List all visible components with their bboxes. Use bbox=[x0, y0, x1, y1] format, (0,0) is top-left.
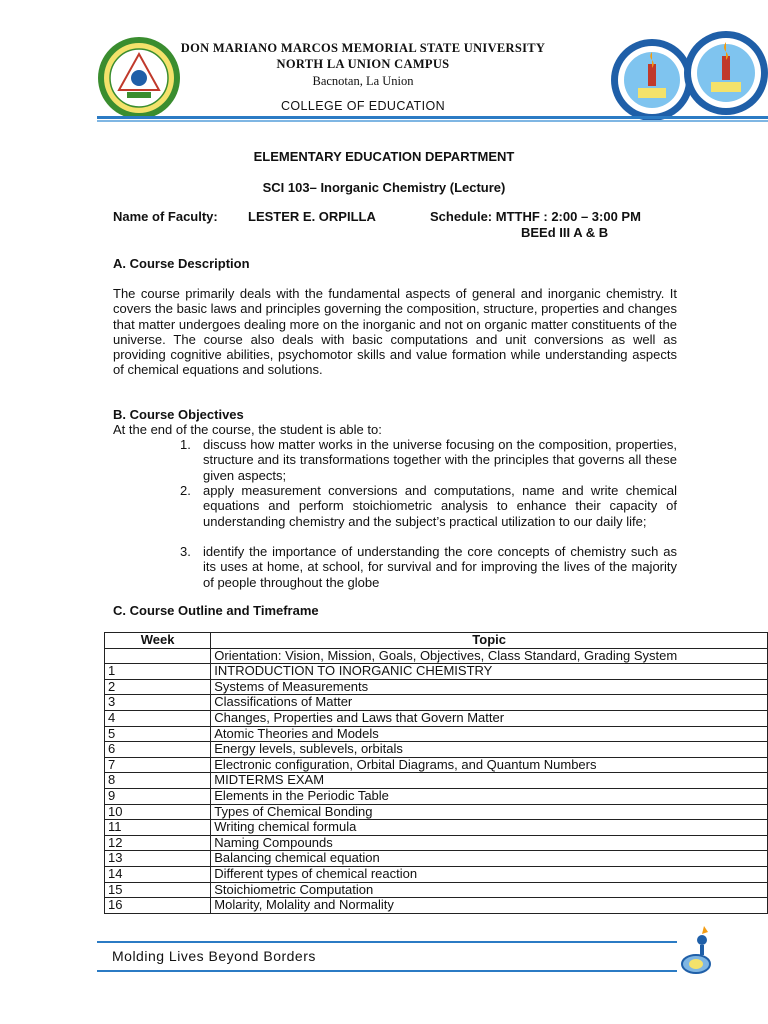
course-title: SCI 103– Inorganic Chemistry (Lecture) bbox=[262, 180, 506, 195]
campus-location: Bacnotan, La Union bbox=[312, 74, 414, 88]
faculty-label: Name of Faculty: bbox=[113, 209, 218, 224]
table-row bbox=[105, 788, 768, 804]
week-cell: 1 bbox=[105, 664, 211, 680]
table-row bbox=[105, 773, 768, 789]
class-section: BEEd III A & B bbox=[521, 225, 609, 240]
college-seal-logo bbox=[610, 38, 694, 122]
education-seal-logo bbox=[684, 28, 768, 118]
table-row bbox=[105, 804, 768, 820]
course-outline-table bbox=[104, 632, 768, 914]
table-row bbox=[105, 742, 768, 758]
table-row bbox=[105, 866, 768, 882]
topic-cell: Naming Compounds bbox=[211, 835, 768, 851]
college-name: COLLEGE OF EDUCATION bbox=[280, 99, 446, 113]
column-header-week: Week bbox=[105, 633, 211, 649]
week-cell: 15 bbox=[105, 882, 211, 898]
course-objectives-intro: At the end of the course, the student is able to: bbox=[113, 422, 382, 437]
table-row bbox=[105, 726, 768, 742]
footer-rule bbox=[97, 941, 677, 943]
course-description-text: The course primarily deals with the fundamental aspects of general and inorganic chemistry. It covers the basic laws and principles governing the composition, structure, properties and changes that matter undergoes dealing more on the inorganic and not on organic matter constituents of the universe. The course also deals with basic computations and unit conversions as well as providing cognitive abilities, psychomotor skills and value formation while understanding aspects of chemical equations and solutions. bbox=[113, 286, 677, 378]
header-rule-light bbox=[97, 120, 768, 122]
footer-emblem-icon bbox=[678, 922, 714, 976]
week-cell: 14 bbox=[105, 866, 211, 882]
week-cell: 7 bbox=[105, 757, 211, 773]
topic-cell: Molarity, Molality and Normality bbox=[211, 898, 768, 914]
week-cell: 11 bbox=[105, 820, 211, 836]
objective-item bbox=[180, 437, 677, 483]
table-row bbox=[105, 648, 768, 664]
table-row bbox=[105, 695, 768, 711]
course-outline-heading: C. Course Outline and Timeframe bbox=[113, 603, 319, 618]
topic-cell: Types of Chemical Bonding bbox=[211, 804, 768, 820]
footer-tagline: Molding Lives Beyond Borders bbox=[112, 948, 316, 964]
week-cell: 10 bbox=[105, 804, 211, 820]
table-row bbox=[105, 851, 768, 867]
objective-item bbox=[180, 483, 677, 544]
week-cell bbox=[105, 648, 211, 664]
course-description-heading: A. Course Description bbox=[113, 256, 250, 271]
objective-text: identify the importance of understanding the core concepts of chemistry such as its uses at home, at school, for survival and for improving the lives of the majority of people throughout the globe bbox=[203, 544, 677, 590]
topic-cell: Atomic Theories and Models bbox=[211, 726, 768, 742]
campus-name: NORTH LA UNION CAMPUS bbox=[276, 57, 450, 71]
objective-number: 2. bbox=[180, 483, 191, 498]
topic-cell: Different types of chemical reaction bbox=[211, 866, 768, 882]
week-cell: 16 bbox=[105, 898, 211, 914]
topic-cell: Balancing chemical equation bbox=[211, 851, 768, 867]
week-cell: 13 bbox=[105, 851, 211, 867]
week-cell: 3 bbox=[105, 695, 211, 711]
objective-number: 3. bbox=[180, 544, 191, 559]
header-rule bbox=[97, 116, 768, 119]
topic-cell: INTRODUCTION TO INORGANIC CHEMISTRY bbox=[211, 664, 768, 680]
footer-rule-bottom bbox=[97, 970, 677, 972]
objective-number: 1. bbox=[180, 437, 191, 452]
week-cell: 2 bbox=[105, 679, 211, 695]
table-row bbox=[105, 882, 768, 898]
week-cell: 12 bbox=[105, 835, 211, 851]
table-row bbox=[105, 664, 768, 680]
schedule: Schedule: MTTHF : 2:00 – 3:00 PM bbox=[430, 209, 641, 224]
topic-cell: MIDTERMS EXAM bbox=[211, 773, 768, 789]
topic-cell: Changes, Properties and Laws that Govern Matter bbox=[211, 710, 768, 726]
week-cell: 4 bbox=[105, 710, 211, 726]
department-title: ELEMENTARY EDUCATION DEPARTMENT bbox=[253, 149, 515, 164]
table-row bbox=[105, 835, 768, 851]
topic-cell: Stoichiometric Computation bbox=[211, 882, 768, 898]
column-header-topic: Topic bbox=[211, 633, 768, 649]
table-header-row bbox=[105, 633, 768, 649]
topic-cell: Energy levels, sublevels, orbitals bbox=[211, 742, 768, 758]
week-cell: 9 bbox=[105, 788, 211, 804]
topic-cell: Electronic configuration, Orbital Diagrams, and Quantum Numbers bbox=[211, 757, 768, 773]
table-row bbox=[105, 757, 768, 773]
objective-item bbox=[180, 544, 677, 590]
table-row bbox=[105, 898, 768, 914]
university-name: DON MARIANO MARCOS MEMORIAL STATE UNIVERSITY bbox=[180, 41, 546, 55]
faculty-name: LESTER E. ORPILLA bbox=[248, 209, 376, 224]
table-row bbox=[105, 710, 768, 726]
week-cell: 6 bbox=[105, 742, 211, 758]
objective-text: discuss how matter works in the universe focusing on the composition, properties, structure and its transformations together with the principles that governs all these given aspects; bbox=[203, 437, 677, 483]
objective-text: apply measurement conversions and computations, name and write chemical equations and perform stoichiometric analysis to enhance their capacity of understanding chemistry and the subject’s practical utilization to our daily life; bbox=[203, 483, 677, 529]
table-row bbox=[105, 679, 768, 695]
table-row bbox=[105, 820, 768, 836]
week-cell: 5 bbox=[105, 726, 211, 742]
week-cell: 8 bbox=[105, 773, 211, 789]
course-objectives-heading: B. Course Objectives bbox=[113, 407, 244, 422]
topic-cell: Writing chemical formula bbox=[211, 820, 768, 836]
topic-cell: Elements in the Periodic Table bbox=[211, 788, 768, 804]
topic-cell: Systems of Measurements bbox=[211, 679, 768, 695]
topic-cell: Orientation: Vision, Mission, Goals, Objectives, Class Standard, Grading System bbox=[211, 648, 768, 664]
topic-cell: Classifications of Matter bbox=[211, 695, 768, 711]
